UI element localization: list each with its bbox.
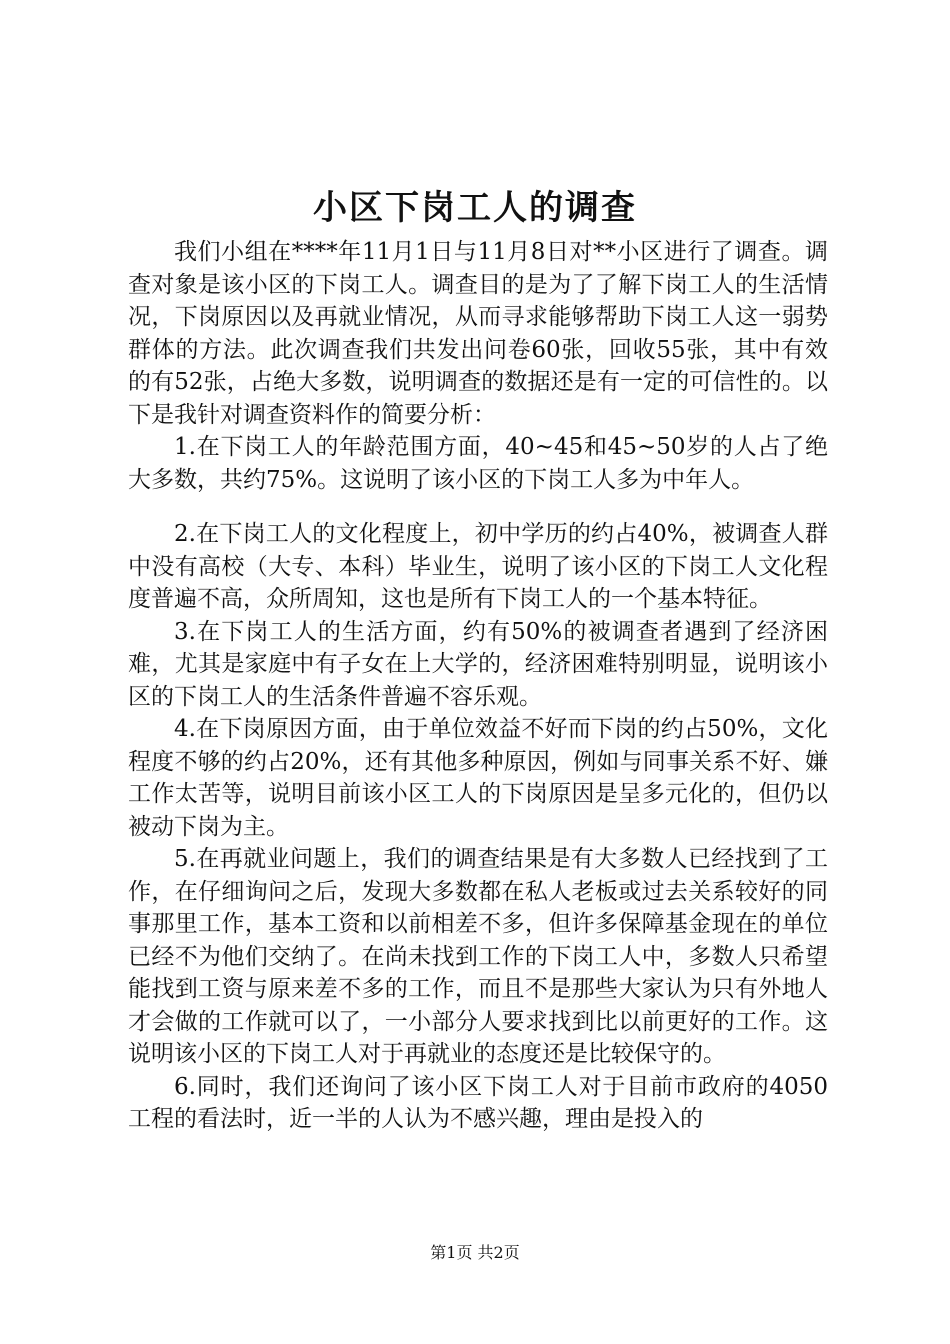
intro-paragraph: 我们小组在****年11月1日与11月8日对**小区进行了调查。调查对象是该小区的下岗工人。调查目的是为了了解下岗工人的生活情况，下岗原因以及再就业情况，从而寻求能够帮助下岗工人这一弱势群体的方法。此次调查我们共发出问卷60张，回收55张，其中有效的有52张，占绝大多数，说明调查的数据还是有一定的可信性的。以下是我针对调查资料作的简要分析： — [128, 239, 828, 428]
finding-living-paragraph: 3.在下岗工人的生活方面，约有50%的被调查者遇到了经济困难，尤其是家庭中有子女在上大学的，经济困难特别明显，说明该小区的下岗工人的生活条件普遍不容乐观。 — [128, 618, 828, 710]
document-body — [128, 236, 828, 1136]
finding-education-paragraph: 2.在下岗工人的文化程度上，初中学历的约占40%，被调查人群中没有高校（大专、本科）毕业生，说明了该小区的下岗工人文化程度普遍不高，众所周知，这也是所有下岗工人的一个基本特征。 — [128, 521, 828, 612]
page-number-footer: 第1页 共2页 — [430, 1243, 520, 1262]
finding-reemployment-paragraph: 5.在再就业问题上，我们的调查结果是有大多数人已经找到了工作，在仔细询问之后，发现大多数都在私人老板或过去关系较好的同事那里工作，基本工资和以前相差不多，但许多保障基金现在的单位已经不为他们交纳了。在尚未找到工作的下岗工人中，多数人只希望能找到工资与原来差不多的工作，而且不是那些大家认为只有外地人才会做的工作就可以了，一小部分人要求找到比以前更好的工作。这说明该小区的下岗工人对于再就业的态度还是比较保守的。 — [128, 846, 828, 1067]
finding-age-paragraph: 1.在下岗工人的年龄范围方面，40~45和45~50岁的人占了绝大多数，共约75%。这说明了该小区的下岗工人多为中年人。 — [128, 434, 828, 493]
finding-4050-paragraph: 6.同时，我们还询问了该小区下岗工人对于目前市政府的4050工程的看法时，近一半的人认为不感兴趣，理由是投入的 — [128, 1073, 828, 1132]
finding-layoff-reason-paragraph: 4.在下岗原因方面，由于单位效益不好而下岗的约占50%，文化程度不够的约占20%，还有其他多种原因，例如与同事关系不好、嫌工作太苦等，说明目前该小区工人的下岗原因是呈多元化的，但仍以被动下岗为主。 — [128, 716, 828, 840]
document-title: 小区下岗工人的调查 — [313, 188, 637, 228]
